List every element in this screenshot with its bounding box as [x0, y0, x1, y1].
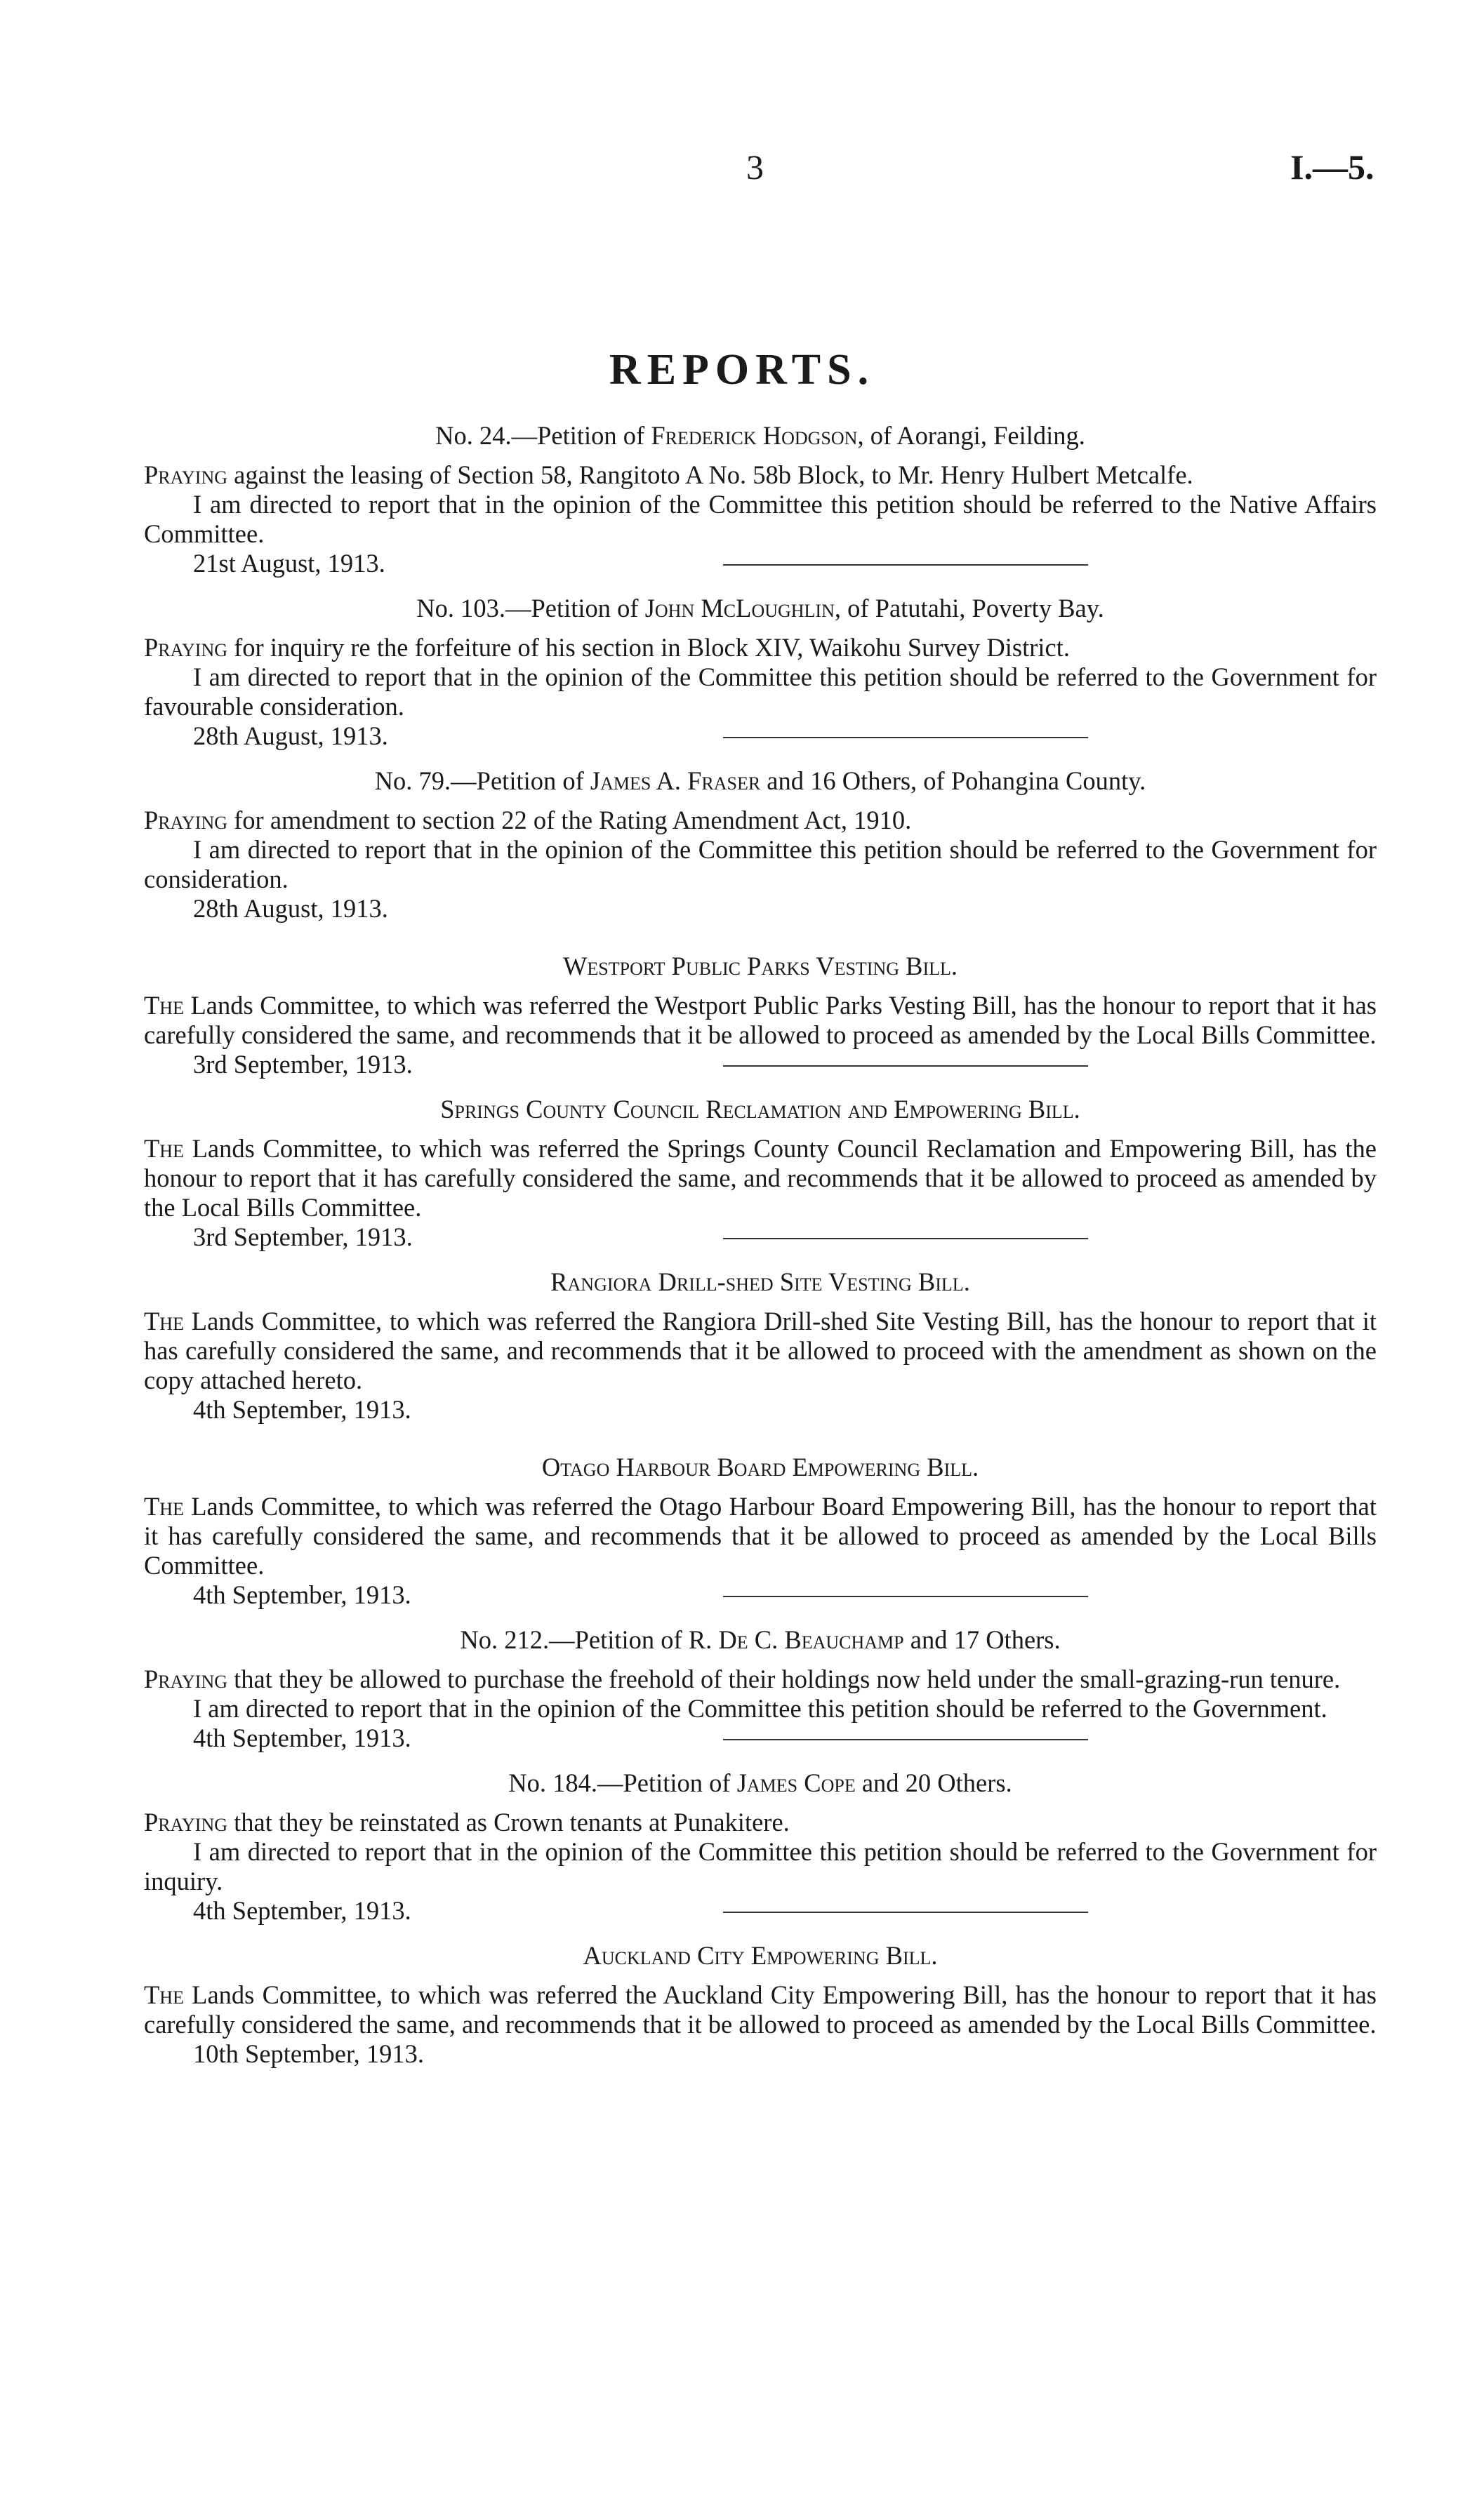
petitioner-name: Frederick Hodgson	[651, 421, 858, 450]
report-paragraph: I am directed to report that in the opinion of the Committee this petition should be referred to the Government for consideration.	[144, 835, 1377, 893]
heading-text: No. 24.—Petition of	[435, 421, 651, 450]
bill-report-paragraph	[144, 1492, 1377, 1580]
bill-heading: Rangiora Drill-shed Site Vesting Bill.	[550, 1267, 970, 1296]
report-date: 4th September, 1913.	[193, 1724, 411, 1752]
heading-text: and 20 Others.	[855, 1768, 1012, 1797]
report-date: 28th August, 1913.	[193, 721, 388, 750]
report-paragraph: I am directed to report that in the opinion of the Committee this petition should be referred to the Government.	[193, 1694, 1327, 1723]
bill-report-text: Lands Committee, to which was referred the Westport Public Parks Vesting Bill, has the honour to report that it has carefully considered the same, and recommends that it be allowed to proceed as amended by the Local Bills Committee.	[144, 991, 1377, 1049]
section-divider	[723, 1912, 1088, 1913]
petition-184	[144, 1768, 1377, 1926]
praying-text: for inquiry re the forfeiture of his section in Block XIV, Waikohu Survey District.	[227, 633, 1071, 662]
report-paragraph: I am directed to report that in the opinion of the Committee this petition should be referred to the Native Affairs Committee.	[144, 490, 1377, 548]
praying-paragraph	[144, 633, 1377, 662]
report-date: 21st August, 1913.	[193, 549, 385, 578]
report-date: 3rd September, 1913.	[193, 1050, 413, 1079]
report-paragraph: I am directed to report that in the opinion of the Committee this petition should be referred to the Government for favourable consideration.	[144, 662, 1377, 721]
document-reference: I.—5.	[1290, 147, 1374, 187]
petitioner-name: James A. Fraser	[590, 766, 761, 795]
lead-word: Praying	[144, 806, 228, 834]
praying-text: against the leasing of Section 58, Rangitoto A No. 58b Block, to Mr. Henry Hulbert Metcalfe.	[227, 460, 1193, 489]
section-divider	[723, 1065, 1088, 1067]
bill-westport-public-parks	[144, 952, 1377, 1079]
bill-heading: Westport Public Parks Vesting Bill.	[562, 952, 958, 980]
petition-79	[144, 766, 1377, 924]
section-divider	[723, 1596, 1088, 1597]
praying-text: for amendment to section 22 of the Rating Amendment Act, 1910.	[227, 806, 912, 834]
heading-text: and 16 Others, of Pohangina County.	[760, 766, 1146, 795]
petition-212	[144, 1625, 1377, 1753]
lead-word: The	[144, 1307, 184, 1335]
petition-24	[144, 421, 1377, 578]
lead-word: The	[144, 1134, 184, 1163]
bill-heading: Otago Harbour Board Empowering Bill.	[541, 1453, 979, 1481]
praying-text: that they be reinstated as Crown tenants at Punakitere.	[227, 1808, 790, 1836]
bill-rangiora-drill-shed	[144, 1267, 1377, 1425]
section-divider	[723, 564, 1088, 566]
praying-paragraph	[144, 1665, 1377, 1694]
report-date: 28th August, 1913.	[193, 894, 388, 923]
report-paragraph: I am directed to report that in the opinion of the Committee this petition should be referred to the Government for inquiry.	[144, 1837, 1377, 1895]
bill-heading: Springs County Council Reclamation and Empowering Bill.	[440, 1095, 1080, 1124]
bill-report-text: Lands Committee, to which was referred the Otago Harbour Board Empowering Bill, has the honour to report that it has carefully considered the same, and recommends that it be allowed to proceed as amended by the Local Bills Committee.	[144, 1492, 1377, 1580]
lead-word: Praying	[144, 1665, 228, 1693]
heading-text: No. 103.—Petition of	[416, 594, 645, 622]
bill-heading: Auckland City Empowering Bill.	[583, 1941, 938, 1970]
petition-heading	[144, 766, 1377, 796]
report-date: 10th September, 1913.	[193, 2039, 425, 2068]
bill-otago-harbour-board	[144, 1453, 1377, 1610]
heading-text: , of Aorangi, Feilding.	[857, 421, 1085, 450]
bill-auckland-city	[144, 1941, 1377, 2069]
lead-word: The	[144, 991, 184, 1020]
bill-report-paragraph	[144, 1134, 1377, 1222]
section-divider	[723, 737, 1088, 738]
report-date: 3rd September, 1913.	[193, 1222, 413, 1251]
petitioner-name: John McLoughlin	[644, 594, 835, 622]
section-divider	[723, 1238, 1088, 1239]
lead-word: Praying	[144, 1808, 228, 1836]
lead-word: Praying	[144, 460, 228, 489]
heading-text: No. 79.—Petition of	[374, 766, 590, 795]
heading-text: and 17 Others.	[903, 1625, 1061, 1654]
petitioner-name: James Cope	[736, 1768, 856, 1797]
petitioner-name: R. De C. Beauchamp	[688, 1625, 904, 1654]
lead-word: The	[144, 1980, 184, 2009]
report-date: 4th September, 1913.	[193, 1896, 411, 1925]
bill-springs-county-council	[144, 1095, 1377, 1252]
praying-paragraph	[144, 1808, 1377, 1837]
praying-text: that they be allowed to purchase the freehold of their holdings now held under the small-grazing-run tenure.	[227, 1665, 1341, 1693]
petition-103	[144, 594, 1377, 751]
bill-report-text: Lands Committee, to which was referred the Springs County Council Reclamation and Empowering Bill, has the honour to report that it has carefully considered the same, and recommends that it be allowed to proceed as amended by the Local Bills Committee.	[144, 1134, 1377, 1222]
lead-word: Praying	[144, 633, 228, 662]
bill-report-paragraph	[144, 991, 1377, 1050]
petition-heading	[144, 421, 1377, 451]
petition-heading	[144, 1768, 1377, 1798]
page-title: REPORTS.	[609, 346, 875, 394]
bill-report-paragraph	[144, 1980, 1377, 2039]
petition-heading	[144, 1625, 1377, 1655]
section-gap	[144, 924, 1377, 952]
report-date: 4th September, 1913.	[193, 1580, 411, 1609]
heading-text: No. 212.—Petition of	[460, 1625, 689, 1654]
section-gap	[144, 1425, 1377, 1453]
praying-paragraph	[144, 806, 1377, 835]
reports-body	[144, 421, 1377, 2069]
lead-word: The	[144, 1492, 184, 1521]
bill-report-paragraph	[144, 1307, 1377, 1395]
report-date: 4th September, 1913.	[193, 1395, 411, 1424]
petition-heading	[144, 594, 1377, 623]
section-divider	[723, 1739, 1088, 1740]
heading-text: No. 184.—Petition of	[508, 1768, 737, 1797]
bill-report-text: Lands Committee, to which was referred the Rangiora Drill-shed Site Vesting Bill, has the honour to report that it has carefully considered the same, and recommends that it be allowed to proceed with the amendment as shown on the copy attached hereto.	[144, 1307, 1377, 1394]
heading-text: , of Patutahi, Poverty Bay.	[834, 594, 1104, 622]
bill-report-text: Lands Committee, to which was referred the Auckland City Empowering Bill, has the honour to report that it has carefully considered the same, and recommends that it be allowed to proceed as amended by the Local Bills Committee.	[144, 1980, 1377, 2039]
praying-paragraph	[144, 460, 1377, 490]
page-number: 3	[746, 147, 764, 187]
